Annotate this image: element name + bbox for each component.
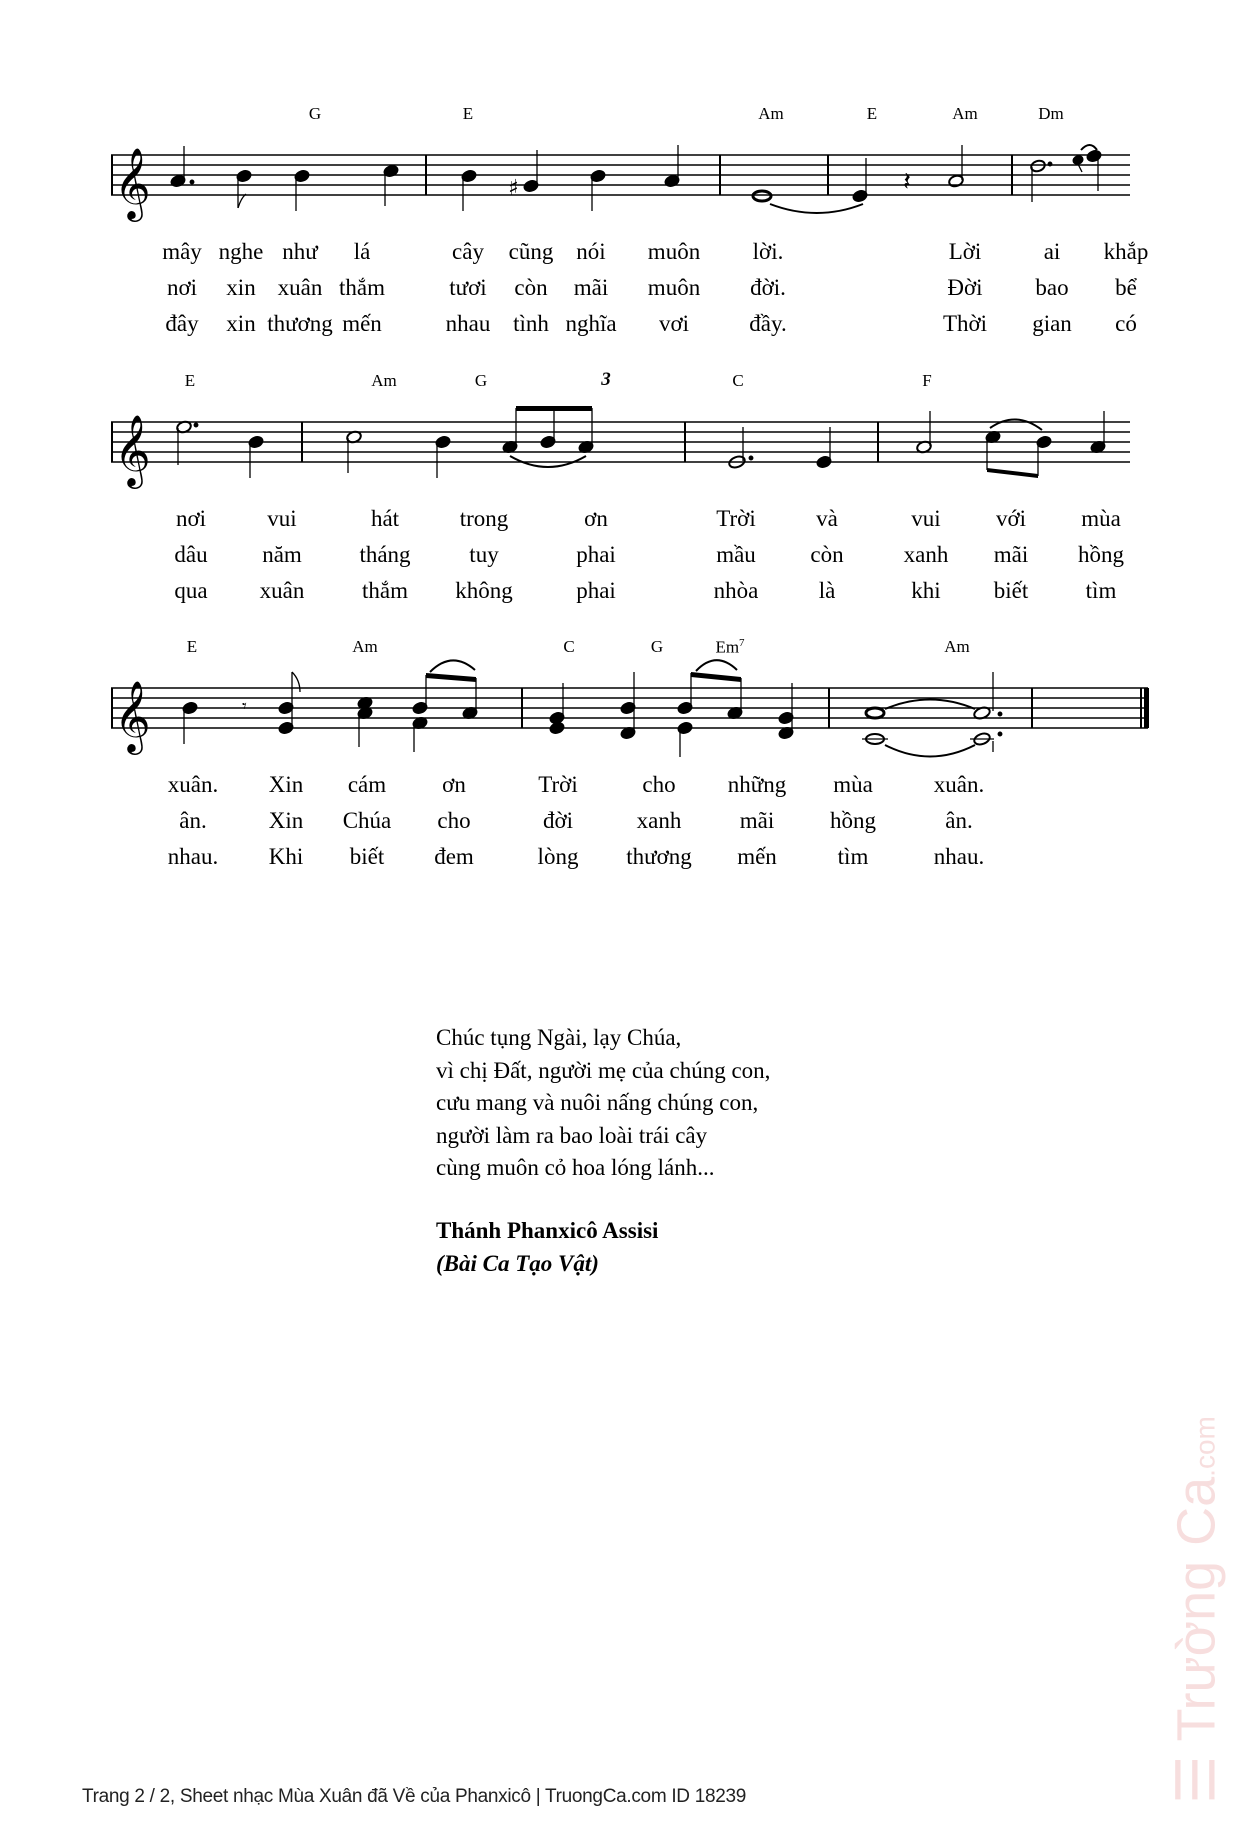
lyric-syllable: tìm	[837, 844, 869, 869]
quote-line: cùng muôn cỏ hoa lóng lánh...	[436, 1155, 715, 1180]
lyric-syllable: nhau.	[933, 844, 985, 869]
lyric-syllable: đời	[542, 808, 574, 833]
lyric-syllable: ân.	[945, 808, 973, 833]
lyric-syllable: Trời	[538, 772, 578, 797]
lyric-syllable: như	[282, 239, 318, 264]
page-footer: Trang 2 / 2, Sheet nhạc Mùa Xuân đã Về của Phanxicô | TruongCa.com ID 18239	[82, 1786, 747, 1807]
chord-symbol: Dm	[1038, 104, 1064, 123]
quote-line: Chúc tụng Ngài, lạy Chúa,	[436, 1025, 682, 1050]
chord-symbol: E	[186, 637, 198, 656]
lyric-syllable: đời.	[750, 275, 786, 300]
lyric-syllable: thắm	[339, 275, 385, 300]
lyric-syllable: Chúa	[342, 808, 392, 833]
lyric-syllable: ơn	[442, 772, 466, 797]
lyric-syllable: cho	[642, 772, 676, 797]
lyric-syllable: mến	[342, 311, 382, 336]
lyric-syllable: phai	[576, 578, 616, 603]
lyric-syllable: xin	[226, 311, 256, 336]
lyric-syllable: biết	[349, 844, 385, 869]
lyric-syllable: nhau	[445, 311, 491, 336]
watermark-brand: Trường Ca	[1166, 1476, 1227, 1742]
chord-symbol: C	[563, 637, 575, 656]
lyric-syllable: Khi	[268, 844, 304, 869]
chord-symbol: Am	[352, 637, 378, 656]
lyric-syllable: thương	[267, 311, 333, 336]
lyric-syllable: ai	[1043, 239, 1061, 264]
quote-work-title: (Bài Ca Tạo Vật)	[436, 1251, 599, 1276]
lyric-syllable: có	[1115, 311, 1137, 336]
watermark-logo-icon: ☰	[1166, 1741, 1227, 1804]
lyric-syllable: muôn	[647, 275, 701, 300]
svg-text:𝄾: 𝄾	[242, 696, 247, 717]
chord-symbol: Am	[758, 104, 784, 123]
lyric-syllable: cám	[347, 772, 387, 797]
lyric-syllable: những	[727, 772, 787, 797]
lyric-syllable: mầu	[716, 542, 756, 567]
lyric-syllable: mãi	[993, 542, 1029, 567]
lyric-syllable: mến	[737, 844, 777, 869]
lyric-syllable: vơi	[658, 311, 690, 336]
lyric-syllable: nơi	[175, 506, 207, 531]
lyric-syllable: xanh	[903, 542, 949, 567]
lyric-syllable: ơn	[584, 506, 608, 531]
lyric-syllable: Xin	[268, 772, 304, 797]
lyric-syllable: còn	[810, 542, 844, 567]
lyric-syllable: thắm	[362, 578, 408, 603]
lyric-syllable: mây	[162, 239, 202, 264]
lyric-syllable: tươi	[449, 275, 487, 300]
lyric-syllable: vui	[911, 506, 941, 531]
lyric-syllable: tình	[513, 311, 549, 336]
lyric-syllable: Lời	[948, 239, 982, 264]
staff-3	[0, 0, 1240, 800]
lyric-syllable: ân.	[179, 808, 207, 833]
treble-clef-icon: 𝄞	[114, 413, 151, 486]
chord-symbol: Am	[944, 637, 970, 656]
tuplet-number: 3	[601, 369, 611, 390]
lyric-syllable: nghĩa	[565, 311, 617, 336]
lyric-syllable: nơi	[166, 275, 198, 300]
lyric-syllable: là	[818, 578, 836, 603]
lyric-syllable: đây	[165, 311, 199, 336]
lyric-syllable: Xin	[268, 808, 304, 833]
chord-symbol: Am	[371, 371, 397, 390]
lyric-syllable: không	[455, 578, 513, 603]
lyric-syllable: bể	[1115, 275, 1137, 300]
closing-quote	[436, 1022, 770, 1185]
lyric-syllable: hồng	[830, 808, 876, 833]
lyric-syllable: nhau.	[167, 844, 219, 869]
chord-symbol: Em$^7$	[715, 637, 745, 657]
lyric-syllable: lòng	[537, 844, 579, 869]
lyric-syllable: mùa	[833, 772, 873, 797]
lyric-syllable: cũng	[508, 239, 554, 264]
chord-symbol: G	[650, 637, 664, 656]
chord-symbol: F	[922, 371, 932, 390]
quote-line: cưu mang và nuôi nấng chúng con,	[436, 1090, 759, 1115]
lyric-syllable: xuân.	[167, 772, 219, 797]
lyric-syllable: nói	[576, 239, 606, 264]
lyric-syllable: Trời	[716, 506, 756, 531]
lyric-syllable: hồng	[1078, 542, 1124, 567]
lyric-syllable: khi	[911, 578, 941, 603]
lyric-syllable: cho	[437, 808, 471, 833]
lyric-syllable: xuân.	[933, 772, 985, 797]
chord-symbol: Am	[952, 104, 978, 123]
lyric-syllable: mùa	[1081, 506, 1121, 531]
lyric-syllable: phai	[576, 542, 616, 567]
lyric-syllable: trong	[459, 506, 509, 531]
lyric-syllable: biết	[993, 578, 1029, 603]
lyric-syllable: còn	[514, 275, 548, 300]
lyric-syllable: gian	[1032, 311, 1072, 336]
final-barline	[1144, 688, 1149, 728]
chord-symbol: G	[308, 104, 322, 123]
lyric-syllable: tìm	[1085, 578, 1117, 603]
lyric-syllable: muôn	[647, 239, 701, 264]
lyric-syllable: nhòa	[713, 578, 759, 603]
chord-symbol: G	[474, 371, 488, 390]
lyric-syllable: với	[995, 506, 1027, 531]
quote-line: người làm ra bao loài trái cây	[436, 1122, 708, 1148]
chord-symbol: E	[184, 371, 196, 390]
svg-text:𝄽: 𝄽	[903, 167, 911, 197]
lyric-syllable: xin	[226, 275, 256, 300]
quote-line: vì chị Đất, người mẹ của chúng con,	[436, 1057, 771, 1083]
quote-author: Thánh Phanxicô Assisi	[436, 1218, 659, 1243]
watermark-suffix: .com	[1189, 1416, 1221, 1477]
lyric-syllable: khắp	[1103, 239, 1149, 264]
lyric-syllable: thương	[626, 844, 692, 869]
lyric-syllable: xuân	[277, 275, 323, 300]
chord-symbol: E	[462, 104, 474, 123]
lyric-syllable: xuân	[259, 578, 305, 603]
lyric-syllable: tháng	[359, 542, 411, 567]
treble-clef-icon: 𝄞	[114, 679, 151, 752]
lyric-syllable: bao	[1035, 275, 1069, 300]
lyric-syllable: đem	[434, 844, 474, 869]
lyric-syllable: qua	[174, 578, 208, 603]
lyric-syllable: và	[816, 506, 838, 531]
lyric-syllable: mãi	[739, 808, 775, 833]
svg-text:♯: ♯	[508, 176, 519, 201]
lyric-syllable: tuy	[469, 542, 499, 567]
lyric-syllable: hát	[370, 506, 400, 531]
brand-watermark	[1165, 1416, 1228, 1804]
lyric-syllable: lời.	[752, 239, 784, 264]
lyric-syllable: năm	[262, 542, 302, 567]
lyric-syllable: Thời	[942, 311, 988, 336]
lyric-syllable: xanh	[636, 808, 682, 833]
lyric-syllable: đầy.	[749, 311, 787, 336]
chord-symbol: E	[866, 104, 878, 123]
chord-symbol: C	[732, 371, 744, 390]
lyric-syllable: lá	[353, 239, 371, 264]
lyric-syllable: vui	[267, 506, 297, 531]
lyric-syllable: nghe	[218, 239, 264, 264]
lyric-syllable: Đời	[947, 275, 983, 300]
lyric-syllable: dâu	[174, 542, 208, 567]
treble-clef-icon: 𝄞	[114, 146, 151, 219]
lyric-syllable: mãi	[573, 275, 609, 300]
lyric-syllable: cây	[452, 239, 484, 264]
